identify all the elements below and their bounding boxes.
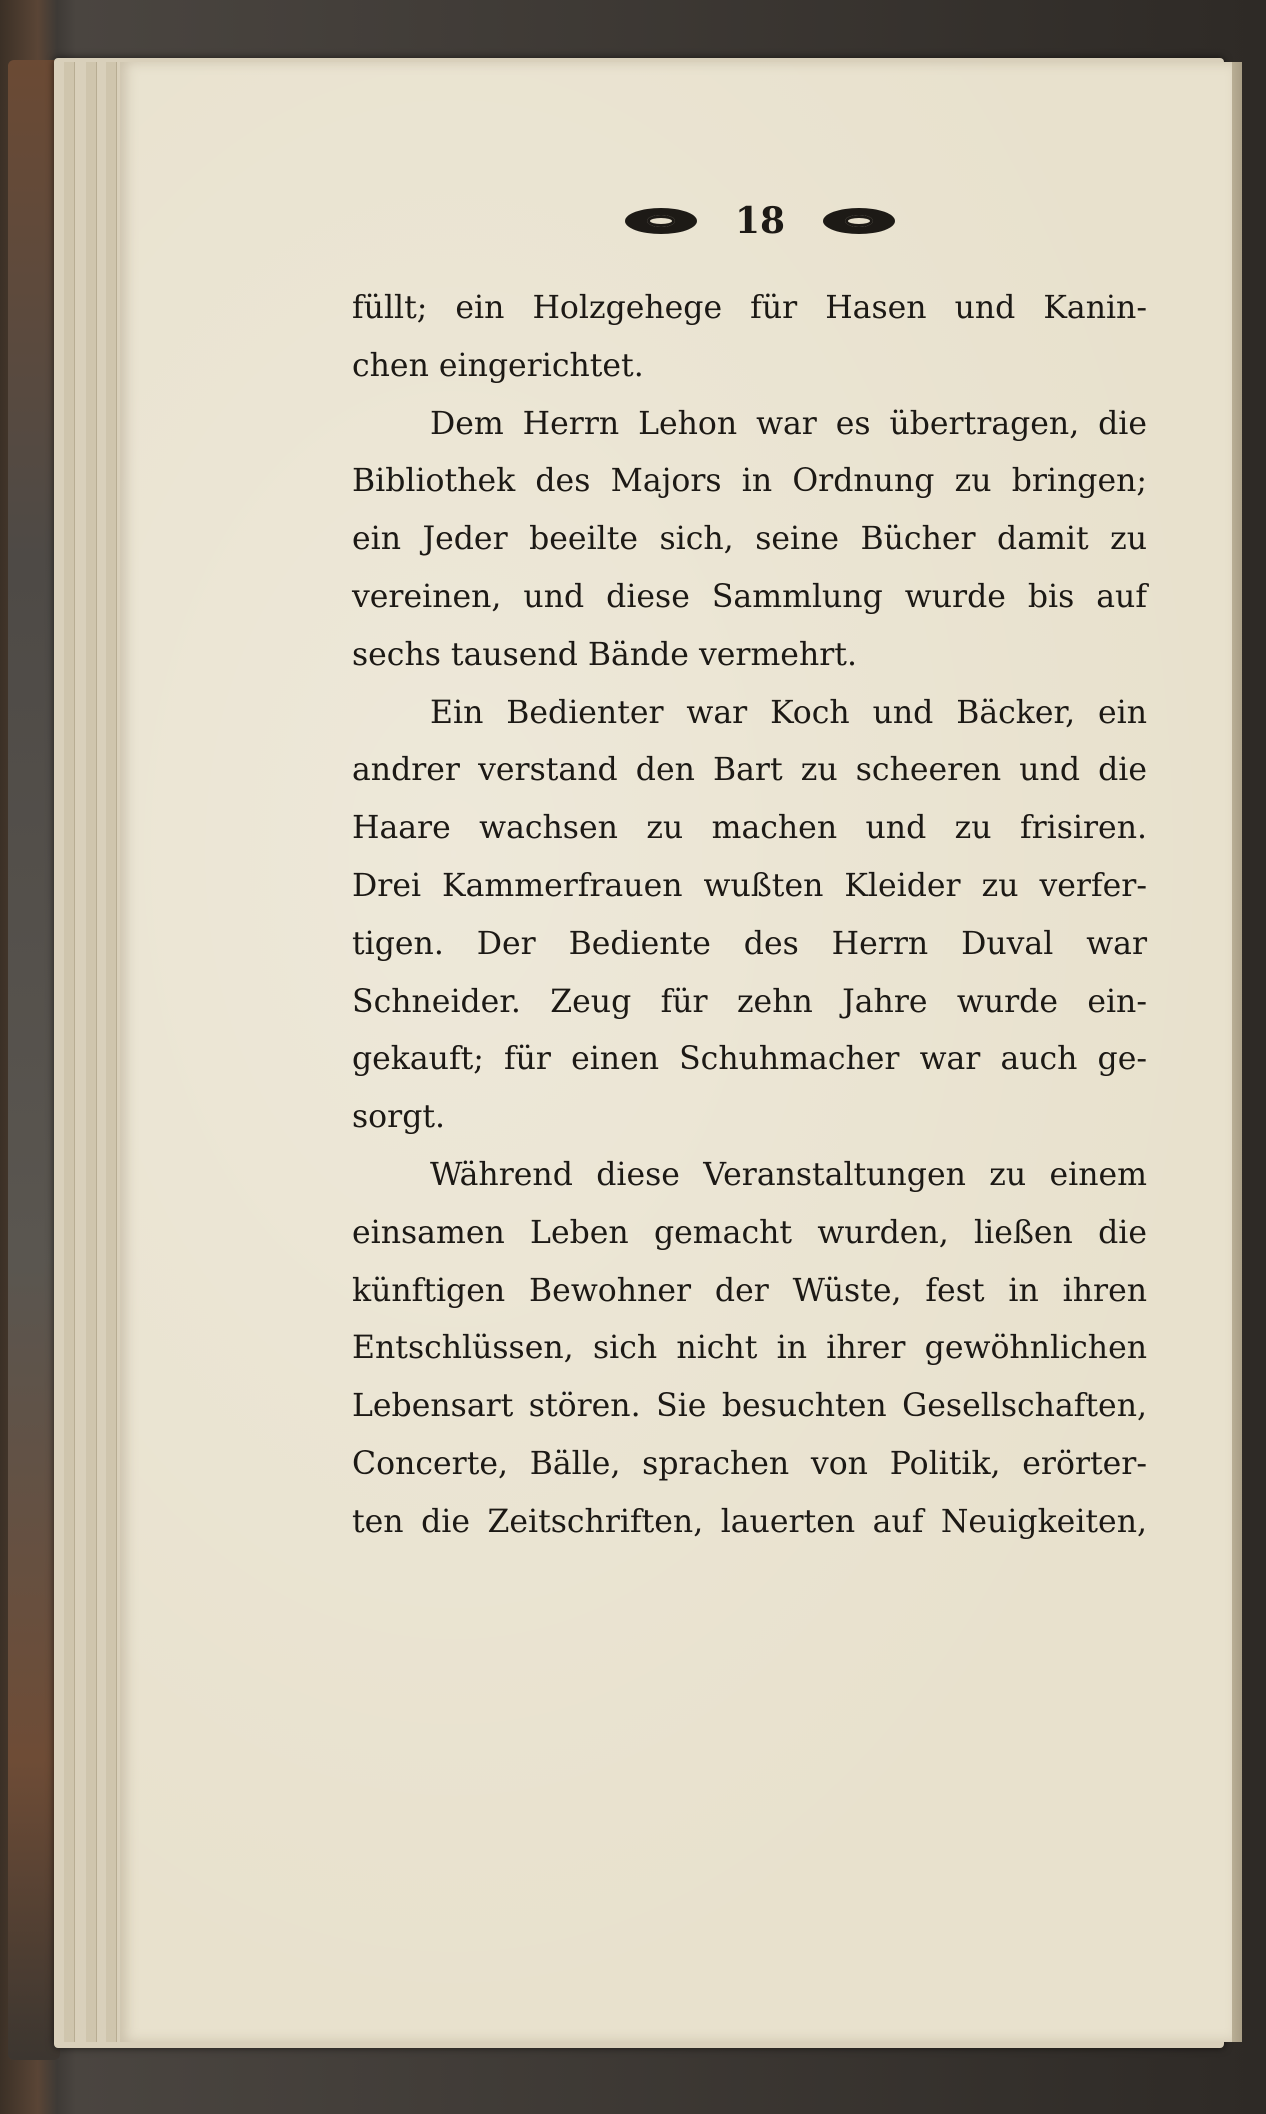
page-edge bbox=[106, 62, 117, 2042]
page-header bbox=[600, 196, 920, 246]
text-line: Concerte, Bälle, sprachen von Politik, erörter- bbox=[352, 1445, 1147, 1482]
text-line: Ein Bedienter war Koch und Bäcker, ein bbox=[430, 694, 1147, 731]
page-edge bbox=[86, 62, 97, 2042]
text-line: Haare wachsen zu machen und zu frisiren. bbox=[352, 810, 1147, 847]
book-spine bbox=[8, 60, 60, 2060]
text-line: vereinen, und diese Sammlung wurde bis auf bbox=[352, 578, 1147, 615]
text-line: Bibliothek des Majors in Ordnung zu bringen; bbox=[352, 463, 1147, 500]
text-line: sechs tausend Bände vermehrt. bbox=[352, 636, 857, 673]
text-line: künftigen Bewohner der Wüste, fest in ihren bbox=[352, 1272, 1147, 1309]
text-line: sorgt. bbox=[352, 1099, 446, 1136]
text-line: andrer verstand den Bart zu scheeren und die bbox=[352, 752, 1147, 789]
text-line: gekauft; für einen Schuhmacher war auch ge- bbox=[352, 1041, 1147, 1078]
text-line: Dem Herrn Lehon war es übertragen, die bbox=[430, 405, 1147, 442]
text-line: füllt; ein Holzgehege für Hasen und Kanin- bbox=[352, 290, 1147, 326]
text-line: chen eingerichtet. bbox=[352, 347, 644, 384]
text-line: ein Jeder beeilte sich, seine Bücher damit zu bbox=[352, 521, 1147, 558]
text-line: Während diese Veranstaltungen zu einem bbox=[430, 1156, 1147, 1193]
rosette-ornament-icon bbox=[823, 208, 895, 234]
text-line: Drei Kammerfrauen wußten Kleider zu verfer- bbox=[352, 867, 1147, 904]
text-line: tigen. Der Bediente des Herrn Duval war bbox=[352, 925, 1147, 962]
body-text bbox=[352, 280, 1147, 1552]
rosette-ornament-icon bbox=[625, 208, 697, 234]
text-line: Entschlüssen, sich nicht in ihrer gewöhnlichen bbox=[352, 1330, 1147, 1367]
text-line: einsamen Leben gemacht wurden, ließen die bbox=[352, 1214, 1147, 1251]
page-number: 18 bbox=[734, 200, 786, 242]
text-line: Schneider. Zeug für zehn Jahre wurde ein- bbox=[352, 983, 1147, 1020]
text-line: ten die Zeitschriften, lauerten auf Neuigkeiten, bbox=[352, 1503, 1147, 1540]
text-line: Lebensart stören. Sie besuchten Gesellschaften, bbox=[352, 1388, 1147, 1425]
page-edge bbox=[64, 62, 75, 2042]
